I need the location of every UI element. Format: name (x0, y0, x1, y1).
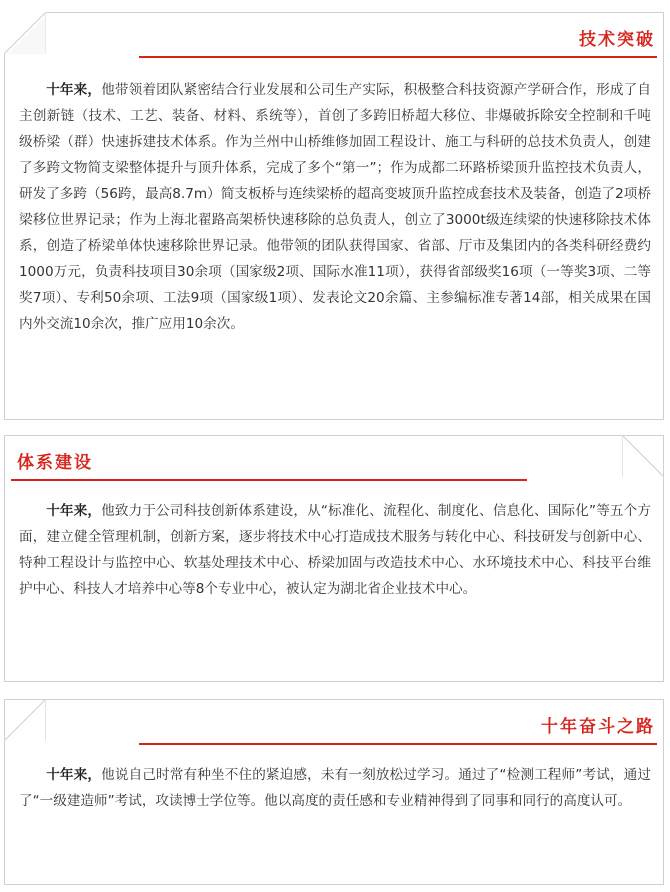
folded-corner-icon (4, 12, 46, 54)
lead-phrase: 十年来， (46, 767, 102, 783)
heading-underline (11, 479, 527, 481)
body-text: 他带领着团队紧密结合行业发展和公司生产实际，积极整合科技资源产学研合作，形成了自主创新链（技术、工艺、装备、材料、系统等），首创了多跨旧桥超大移位、非爆破拆除安全控制和千吨级桥梁（群）快速拆建技术体系。作为兰州中山桥维修加固工程设计、施工与科研的总技术负责人，创建了多跨文物简支梁整体提升与顶升体系，完成了多个“第一”；作为成都二环路桥梁顶升监控技术负责人，研发了多跨（56跨，最高8.7m）简支板桥与连续梁桥的超高变坡顶升监控成套技术及装备，创造了2项桥梁移位世界记录；作为上海北翟路高架桥快速移除的总负责人，创立了3000t级连续梁的快速移除技术体系，创造了桥梁单体快速移除世界记录。他带领的团队获得国家、省部、厅市及集团内的各类科研经费约1000万元，负责科技项目30余项（国家级2项、国际水准11项），获得省部级奖16项（一等奖3项、二等奖7项）、专利50余项、工法9项（国家级1项）、发表论文20余篇、主参编标准专著14部，相关成果在国内外交流10余次，推广应用10余次。 (19, 82, 651, 332)
heading-underline (139, 56, 657, 58)
folded-corner-icon (622, 435, 664, 477)
section-card-system-building (4, 435, 664, 682)
section-card-decade-journey (4, 699, 664, 885)
section-heading: 体系建设 (17, 453, 93, 473)
folded-corner-icon (4, 699, 46, 741)
lead-phrase: 十年来， (46, 82, 102, 98)
lead-phrase: 十年来， (46, 503, 102, 519)
section-heading: 十年奋斗之路 (541, 717, 655, 737)
section-body (19, 762, 651, 814)
body-text: 他致力于公司科技创新体系建设，从“标准化、流程化、制度化、信息化、国际化”等五个方面，建立健全管理机制，创新方案，逐步将技术中心打造成技术服务与转化中心、科技研发与创新中心、特种工程设计与监控中心、软基处理技术中心、桥梁加固与改造技术中心、水环境技术中心、科技平台维护中心、科技人才培养中心等8个专业中心，被认定为湖北省企业技术中心。 (19, 503, 651, 597)
section-body (19, 77, 651, 337)
heading-underline (139, 743, 657, 745)
section-heading: 技术突破 (579, 30, 655, 50)
section-body (19, 498, 651, 602)
section-card-technical-breakthrough (4, 12, 664, 420)
body-text: 他说自己时常有种坐不住的紧迫感，未有一刻放松过学习。通过了“检测工程师”考试，通过了“一级建造师”考试，攻读博士学位等。他以高度的责任感和专业精神得到了同事和同行的高度认可。 (19, 767, 651, 809)
